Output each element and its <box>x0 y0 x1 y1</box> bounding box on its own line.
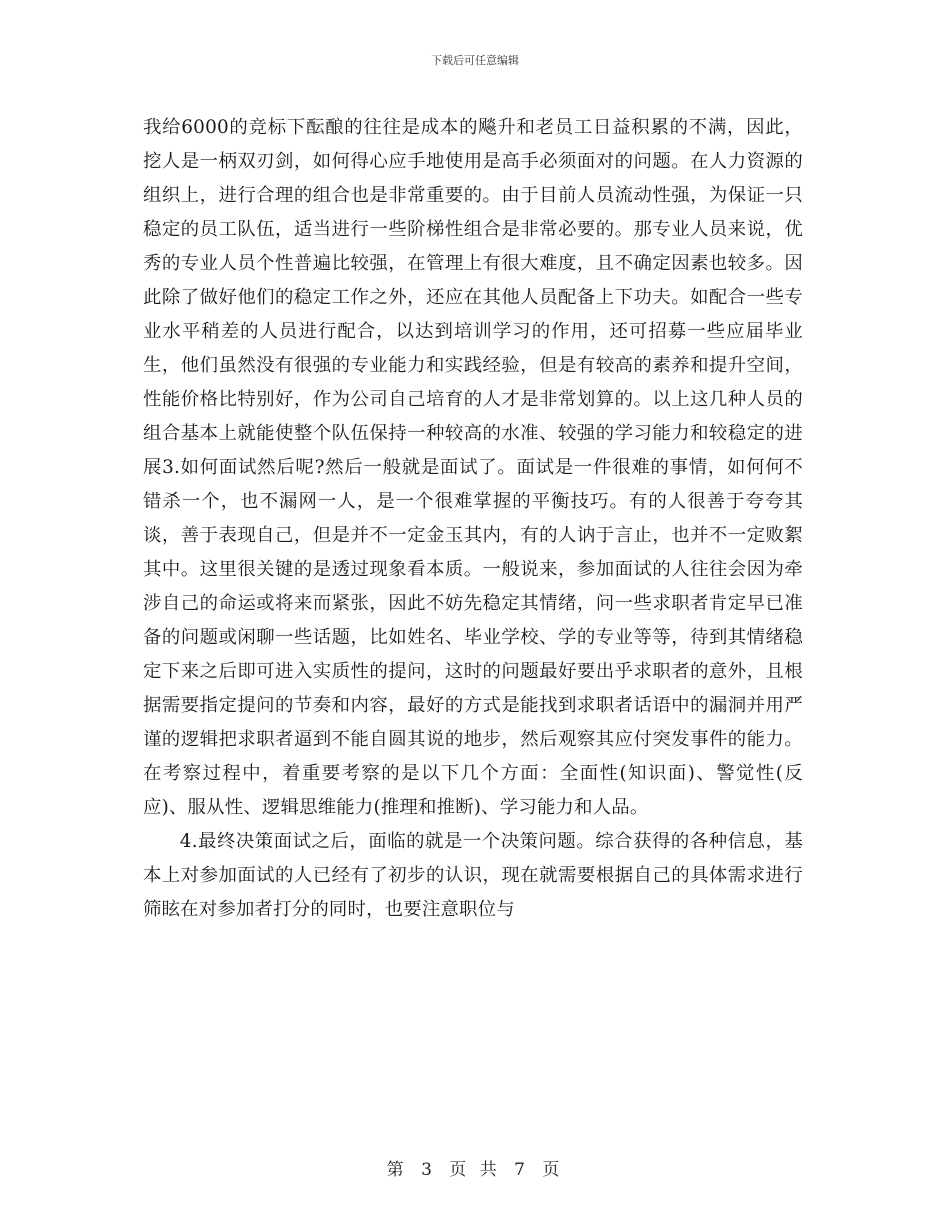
footer-suffix: 页 <box>542 1160 564 1180</box>
page-footer <box>0 1155 950 1180</box>
document-body <box>143 111 803 927</box>
total-page-count: 7 <box>514 1160 529 1180</box>
footer-middle: 页 共 <box>449 1160 501 1180</box>
page-header: 下载后可任意编辑 <box>431 54 519 67</box>
body-paragraph: 我给6000的竞标下酝酿的往往是成本的飚升和老员工日益积累的不满，因此，挖人是一柄双刃剑，如何得心应手地使用是高手必须面对的问题。在人力资源的组织上，进行合理的组合也是非常重要的。由于目前人员流动性强，为保证一只稳定的员工队伍，适当进行一些阶梯性组合是非常必要的。那专业人员来说，优秀的专业人员个性普遍比较强，在管理上有很大难度，且不确定因素也较多。因此除了做好他们的稳定工作之外，还应在其他人员配备上下功夫。如配合一些专业水平稍差的人员进行配合，以达到培训学习的作用，还可招募一些应届毕业生，他们虽然没有很强的专业能力和实践经验，但是有较高的素养和提升空间，性能价格比特别好，作为公司自己培育的人才是非常划算的。以上这几种人员的组合基本上就能使整个队伍保持一种较高的水准、较强的学习能力和较稳定的进展3.如何面试然后呢?然后一般就是面试了。面试是一件很难的事情，如何何不错杀一个，也不漏网一人，是一个很难掌握的平衡技巧。有的人很善于夸夸其谈，善于表现自己，但是并不一定金玉其内，有的人讷于言止，也并不一定败絮其中。这里很关键的是透过现象看本质。一般说来，参加面试的人往往会因为牵涉自己的命运或将来而紧张，因此不妨先稳定其情绪，问一些求职者肯定早已准备的问题或闲聊一些话题，比如姓名、毕业学校、学的专业等等，待到其情绪稳定下来之后即可进入实质性的提问，这时的问题最好要出乎求职者的意外，且根据需要指定提问的节奏和内容，最好的方式是能找到求职者话语中的漏洞并用严谨的逻辑把求职者逼到不能自圆其说的地步，然后观察其应付突发事件的能力。在考察过程中，着重要考察的是以下几个方面：全面性(知识面)、警觉性(反应)、服从性、逻辑思维能力(推理和推断)、学习能力和人品。 <box>143 117 803 818</box>
body-paragraph: 4.最终决策面试之后，面临的就是一个决策问题。综合获得的各种信息，基本上对参加面试的人已经有了初步的认识，现在就需要根据自己的具体需求进行筛眩在对参加者打分的同时，也要注意职位与 <box>143 831 803 920</box>
current-page-number: 3 <box>421 1160 436 1180</box>
footer-prefix: 第 <box>386 1160 408 1180</box>
